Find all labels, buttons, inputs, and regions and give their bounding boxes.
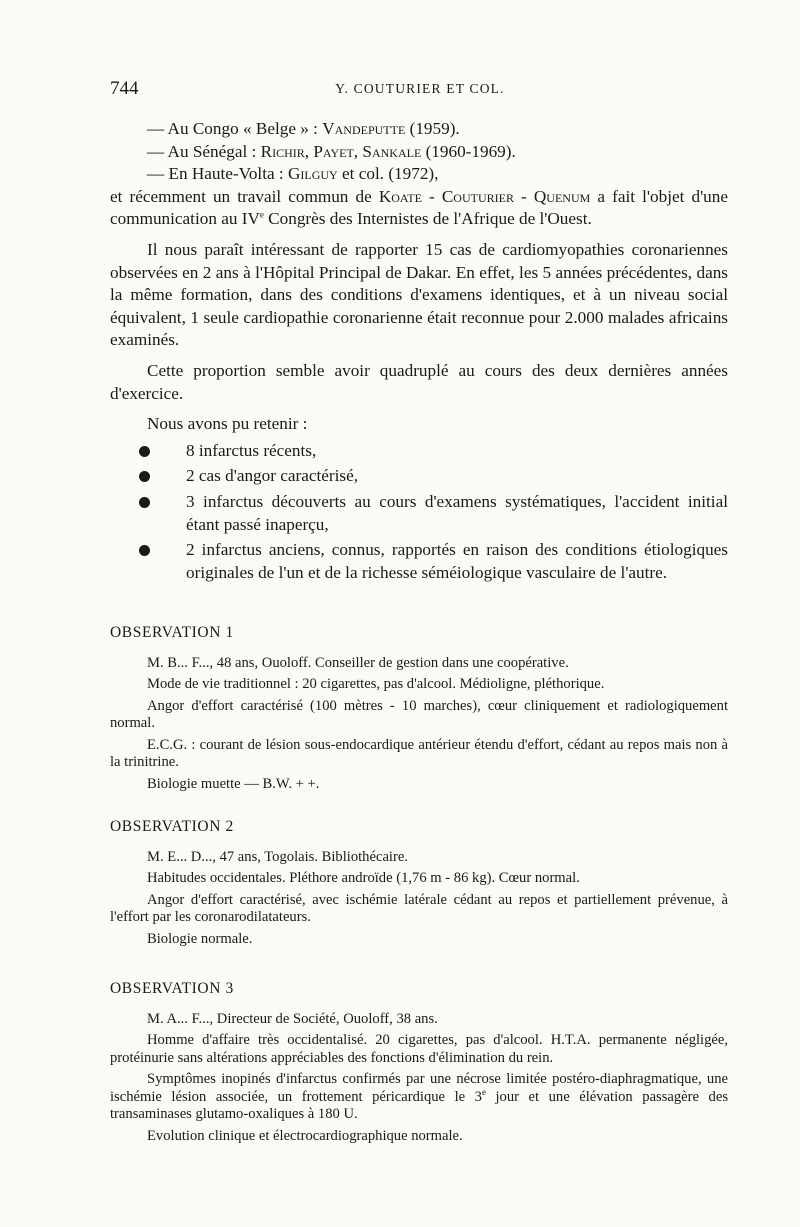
reference-authors: Vandeputte xyxy=(322,119,406,138)
body-text xyxy=(110,118,728,587)
page-number: 744 xyxy=(110,78,139,99)
list-item-text: 2 cas d'angor caractérisé, xyxy=(186,466,359,486)
paragraph: Il nous paraît intéressant de rapporter 15 cas de cardiomyopathies coronariennes observées en 2 ans à l'Hôpital Principal de Dakar. En effet, les 5 années précédentes, dans la même formation, dans des conditions d'examens identiques, et à un niveau social équivalent, 1 seule cardiopathie coronarienne était reconnue pour 2.000 malades africains examinés. xyxy=(110,239,728,350)
observation-line: Habitudes occidentales. Pléthore androïde (1,76 m - 86 kg). Cœur normal. xyxy=(147,870,580,886)
list-item xyxy=(110,440,728,463)
list-item xyxy=(110,539,728,584)
observation-title: OBSERVATION 2 xyxy=(110,818,234,835)
page-header xyxy=(110,78,730,102)
reference-prefix: — Au Sénégal : xyxy=(147,141,261,161)
reference-prefix: — En Haute-Volta : xyxy=(147,164,288,184)
bullet-icon xyxy=(139,471,150,482)
observation-line: Evolution clinique et électrocardiographique normale. xyxy=(147,1127,463,1144)
observation-line: Angor d'effort caractérisé, avec ischémie latérale cédant au repos et partiellement prévenue, à l'effort par les coronarodilatateurs. xyxy=(110,891,728,925)
list-item-text: 8 infarctus récents, xyxy=(186,440,317,460)
bullet-icon xyxy=(139,446,150,457)
observation-superscript: e xyxy=(481,1086,486,1097)
reference-authors: Gilguy xyxy=(287,164,338,184)
observation-line: Biologie normale. xyxy=(147,930,253,947)
observation-text: Symptômes inopinés d'infarctus confirmés par une nécrose limitée postéro-diaphragmatique, une ischémie lésion associée, un frottement péricardique le 3 xyxy=(110,1071,728,1105)
collab-end: Congrès des Internistes de l'Afrique de l'Ouest. xyxy=(263,209,592,229)
reference-line xyxy=(110,118,728,141)
collab-superscript: e xyxy=(259,209,264,220)
reference-authors: Richir, Payet, Sankale xyxy=(260,141,422,161)
bullet-icon xyxy=(139,497,150,508)
observation-line: M. B... F..., 48 ans, Ouoloff. Conseiller de gestion dans une coopérative. xyxy=(147,654,569,671)
observation-line: Angor d'effort caractérisé (100 mètres - 10 marches), cœur cliniquement et radiologiquement normal. xyxy=(110,697,728,731)
reference-suffix: et col. (1972), xyxy=(337,164,439,184)
list-item-text: 2 infarctus anciens, connus, rapportés en raison des conditions étiologiques originales de l'un et de la richesse séméiologique vasculaire de l'autre. xyxy=(186,540,728,582)
observation-line: Homme d'affaire très occidentalisé. 20 cigarettes, pas d'alcool. H.T.A. permanente négligée, protéinurie sans altérations appréciables des fonctions d'élimination du rein. xyxy=(110,1032,728,1066)
collab-start: et récemment un travail commun de xyxy=(110,186,379,206)
reference-line xyxy=(110,163,728,186)
reference-line xyxy=(110,141,728,164)
running-title: Y. COUTURIER ET COL. xyxy=(335,81,505,96)
observation-3 xyxy=(110,980,728,1149)
list-item-text: 3 infarctus découverts au cours d'examens systématiques, l'accident initial étant passé inaperçu, xyxy=(186,491,728,534)
paragraph: Cette proportion semble avoir quadruplé au cours des deux dernières années d'exercice. xyxy=(110,360,728,403)
observation-text: jour et une élévation passagère des transaminases glutamo-oxaliques à 180 U. xyxy=(110,1088,728,1122)
bullet-list xyxy=(110,440,728,585)
observation-title: OBSERVATION 3 xyxy=(110,980,234,997)
observation-line: M. A... F..., Directeur de Société, Ouoloff, 38 ans. xyxy=(147,1010,438,1027)
observation-title: OBSERVATION 1 xyxy=(110,624,234,641)
reference-suffix: (1959). xyxy=(405,119,460,138)
collaboration-paragraph xyxy=(110,186,728,231)
paragraph: Nous avons pu retenir : xyxy=(147,414,308,434)
observation-line: E.C.G. : courant de lésion sous-endocardique antérieur étendu d'effort, cédant au repos mais non à la trinitrine. xyxy=(110,736,728,770)
reference-suffix: (1960-1969). xyxy=(421,141,516,161)
observation-1 xyxy=(110,624,728,797)
observation-line xyxy=(110,1071,728,1124)
bullet-icon xyxy=(139,545,150,556)
collab-authors: Koate - Couturier - Quenum xyxy=(378,186,591,206)
observation-line: Mode de vie traditionnel : 20 cigarettes, pas d'alcool. Médioligne, pléthorique. xyxy=(147,676,605,692)
list-item xyxy=(110,465,728,488)
observation-2 xyxy=(110,818,728,952)
reference-prefix: — Au Congo « Belge » : xyxy=(147,119,323,138)
observation-line: Biologie muette — B.W. + +. xyxy=(147,775,320,792)
list-item xyxy=(110,491,728,536)
collab-middle: a fait l'objet d'une communication au IV xyxy=(110,186,728,229)
observation-line: M. E... D..., 47 ans, Togolais. Bibliothécaire. xyxy=(147,848,408,865)
